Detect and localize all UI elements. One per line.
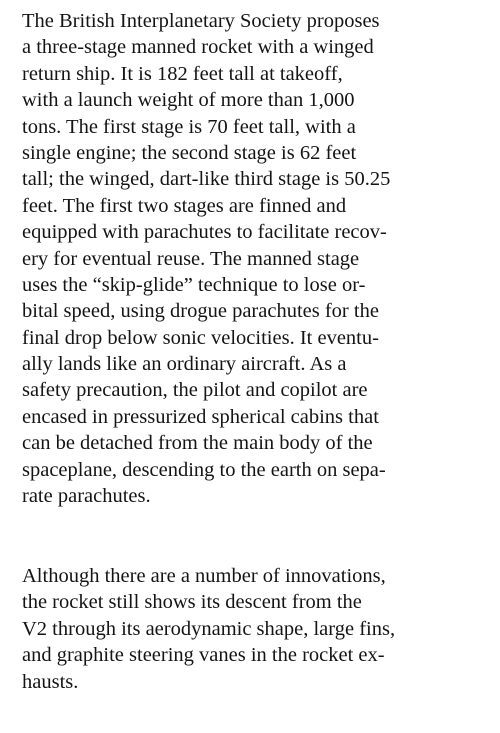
text-line: tall; the winged, dart-like third stage is 50.25 [22,168,391,191]
text-line: a three-stage manned rocket with a winged [22,36,374,59]
text-line: the rocket still shows its descent from the [22,591,362,614]
text-line: safety precaution, the pilot and copilot are [22,379,368,402]
text-line: rate parachutes. [22,485,151,508]
text-line: can be detached from the main body of the [22,432,373,455]
paragraph-v2-heritage [22,563,395,695]
text-line: The British Interplanetary Society proposes [22,10,380,32]
text-line: with a launch weight of more than 1,000 [22,89,355,112]
text-line: Although there are a number of innovations, [22,565,386,587]
text-line: uses the “skip-glide” technique to lose or- [22,273,366,296]
text-line: tons. The first stage is 70 feet tall, with a [22,115,356,138]
paragraph-rocket-description [22,8,390,509]
text-line: single engine; the second stage is 62 feet [22,141,357,164]
text-line: equipped with parachutes to facilitate recov- [22,221,387,244]
text-line: V2 through its aerodynamic shape, large fins, [22,617,396,640]
text-line: bital speed, using drogue parachutes for the [22,300,379,323]
text-line: final drop below sonic velocities. It eventu- [22,326,379,349]
text-line: ery for eventual reuse. The manned stage [22,247,360,270]
text-line: encased in pressurized spherical cabins that [22,405,379,428]
text-line: spaceplane, descending to the earth on sepa- [22,458,386,481]
text-line: hausts. [22,670,79,693]
text-line: feet. The first two stages are finned and [22,194,347,217]
text-line: return ship. It is 182 feet tall at takeoff, [22,62,343,85]
text-line: and graphite steering vanes in the rocket ex- [22,644,385,667]
text-line: ally lands like an ordinary aircraft. As a [22,353,347,376]
